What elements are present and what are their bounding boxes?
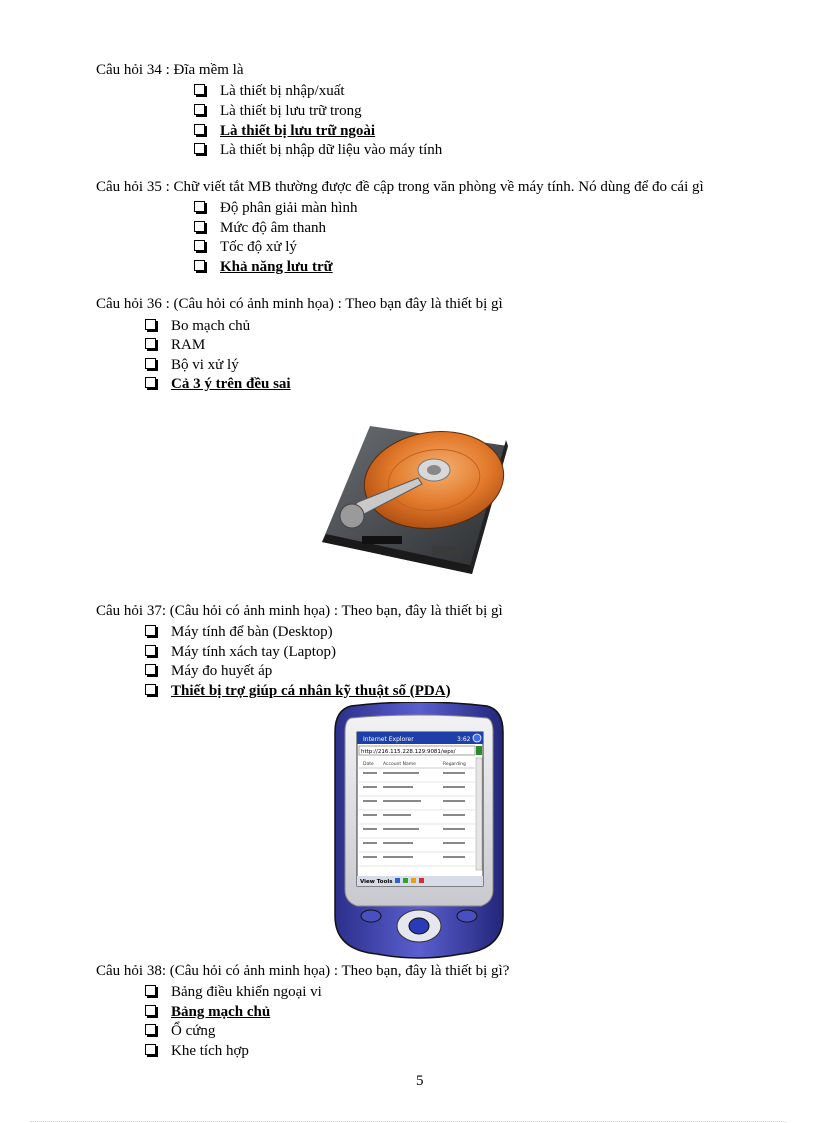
checkbox-icon[interactable]: [145, 684, 156, 695]
correct-answer: Cả 3 ý trên đều sai: [171, 375, 291, 392]
checkbox-icon[interactable]: [145, 319, 156, 330]
checkbox-icon[interactable]: [145, 1044, 156, 1055]
correct-answer: Thiết bị trợ giúp cá nhân kỹ thuật số (PDA): [171, 682, 451, 699]
question-38-option-b[interactable]: [145, 1002, 270, 1022]
checkbox-icon[interactable]: [194, 240, 205, 251]
page-number: 5: [416, 1073, 424, 1089]
question-34-title: Câu hỏi 34 : Đĩa mềm là: [96, 62, 244, 78]
pda-device-image: [333, 702, 505, 960]
question-36-option-a[interactable]: Bo mạch chủ: [145, 316, 250, 336]
question-35-title: Câu hỏi 35 : Chữ viết tắt MB thường được đề cập trong văn phòng về máy tính. Nó dùng để đo cái gì: [96, 179, 704, 195]
question-36-option-d[interactable]: [145, 374, 291, 394]
question-36-title: Câu hỏi 36 : (Câu hỏi có ảnh minh họa) : Theo bạn đây là thiết bị gì: [96, 296, 503, 312]
checkbox-icon[interactable]: [194, 84, 205, 95]
correct-answer: Là thiết bị lưu trữ ngoài: [220, 122, 376, 139]
question-35-option-c[interactable]: Tốc độ xử lý: [194, 237, 297, 257]
checkbox-icon[interactable]: [194, 104, 205, 115]
question-36-option-c[interactable]: Bộ vi xử lý: [145, 355, 239, 375]
question-36-option-b[interactable]: RAM: [145, 335, 205, 355]
question-35-option-a[interactable]: Độ phân giải màn hình: [194, 198, 357, 218]
pda-address-bar: http://216.115.228.129:9081/wps/: [361, 749, 456, 755]
checkbox-icon[interactable]: [145, 645, 156, 656]
question-34-option-d[interactable]: Là thiết bị nhập dữ liệu vào máy tính: [194, 140, 442, 160]
pda-window-title: Internet Explorer: [363, 736, 414, 743]
checkbox-icon[interactable]: [145, 1005, 156, 1016]
question-37-option-d[interactable]: [145, 681, 451, 701]
checkbox-icon[interactable]: [145, 985, 156, 996]
question-38-option-a[interactable]: Bảng điều khiển ngoại vi: [145, 982, 322, 1002]
checkbox-icon[interactable]: [194, 260, 205, 271]
checkbox-icon[interactable]: [145, 377, 156, 388]
hard-disk-image: [322, 418, 508, 574]
question-37-title: Câu hỏi 37: (Câu hỏi có ảnh minh họa) : Theo bạn, đây là thiết bị gì: [96, 603, 503, 619]
checkbox-icon[interactable]: [145, 664, 156, 675]
pda-clock: 3:62: [457, 736, 471, 743]
question-35-option-d[interactable]: [194, 257, 333, 277]
checkbox-icon[interactable]: [194, 124, 205, 135]
question-34-option-a[interactable]: Là thiết bị nhập/xuất: [194, 81, 345, 101]
checkbox-icon[interactable]: [145, 338, 156, 349]
pda-menu-bar: View Tools: [360, 879, 393, 885]
page-bottom-divider: [30, 1121, 786, 1122]
pda-col-account: Account Name: [383, 762, 416, 767]
checkbox-icon[interactable]: [145, 1024, 156, 1035]
correct-answer: Khả năng lưu trữ: [220, 258, 333, 275]
question-38-title: Câu hỏi 38: (Câu hỏi có ảnh minh họa) : Theo bạn, đây là thiết bị gì?: [96, 963, 510, 979]
question-37-option-a[interactable]: Máy tính để bàn (Desktop): [145, 622, 333, 642]
checkbox-icon[interactable]: [194, 221, 205, 232]
pda-col-date: Date: [363, 762, 374, 767]
correct-answer: Bảng mạch chủ: [171, 1003, 271, 1020]
checkbox-icon[interactable]: [194, 143, 205, 154]
question-34-option-c[interactable]: [194, 121, 375, 141]
question-37-option-c[interactable]: Máy đo huyết áp: [145, 661, 272, 681]
pda-col-regarding: Regarding: [443, 762, 466, 767]
checkbox-icon[interactable]: [145, 625, 156, 636]
question-38-option-c[interactable]: Ổ cứng: [145, 1021, 215, 1041]
question-34-option-b[interactable]: Là thiết bị lưu trữ trong: [194, 101, 362, 121]
question-35-option-b[interactable]: Mức độ âm thanh: [194, 218, 326, 238]
question-37-option-b[interactable]: Máy tính xách tay (Laptop): [145, 642, 336, 662]
checkbox-icon[interactable]: [145, 358, 156, 369]
question-38-option-d[interactable]: Khe tích hợp: [145, 1041, 249, 1061]
checkbox-icon[interactable]: [194, 201, 205, 212]
